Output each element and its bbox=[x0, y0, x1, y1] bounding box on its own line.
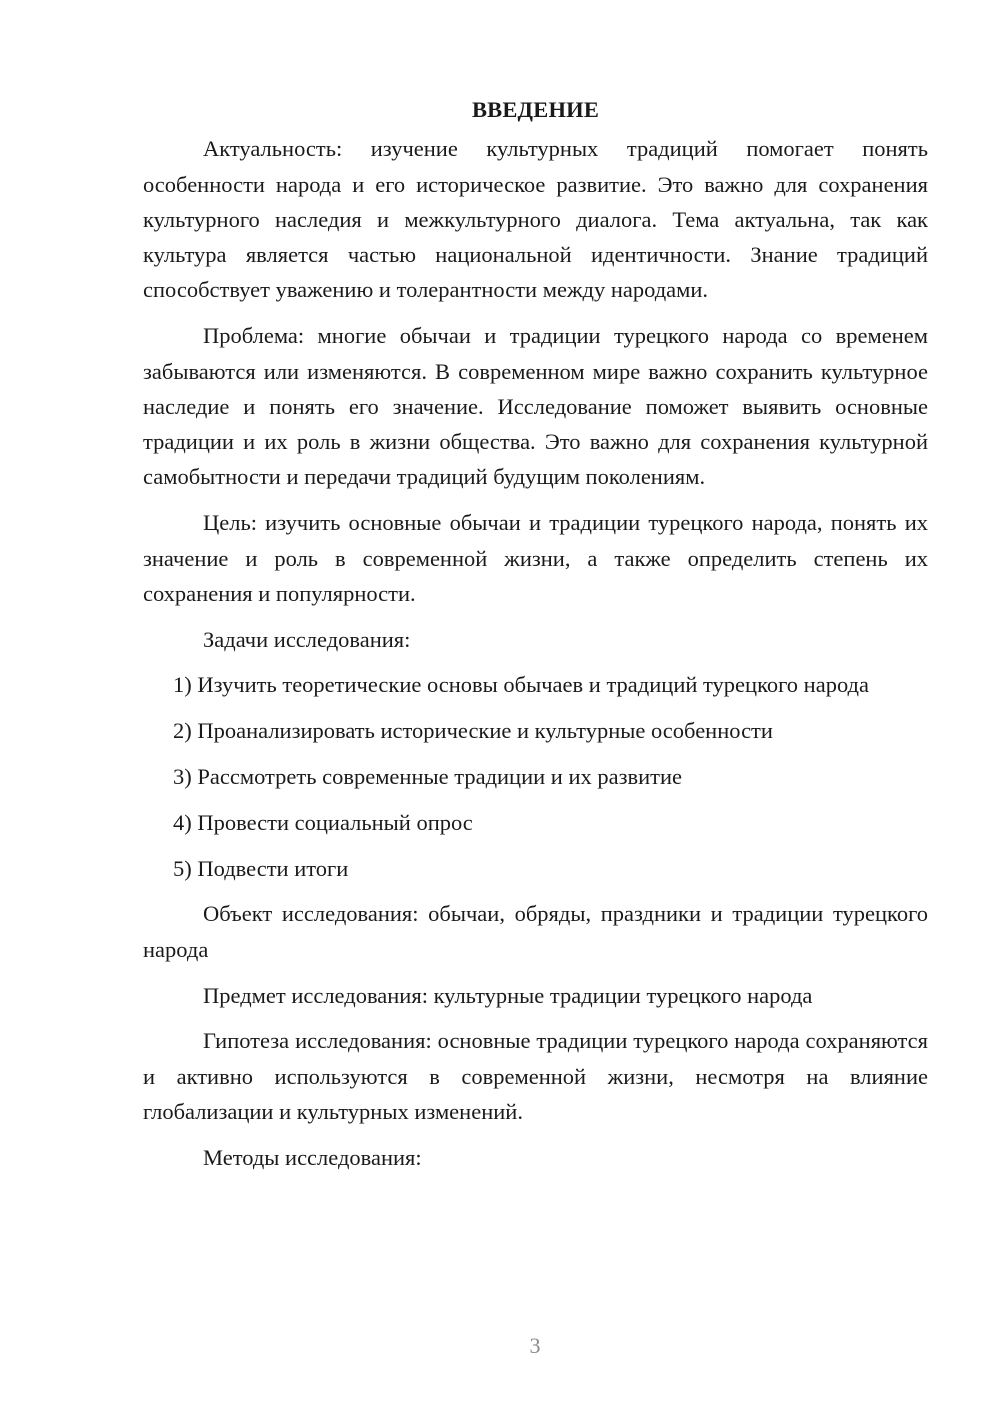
document-page bbox=[143, 92, 928, 1186]
paragraph-problem: Проблема: многие обычаи и традиции турецкого народа со временем забываются или изменяются. В современном мире важно сохранить культурное наследие и понять его значение. Исследование поможет выявить основные традиции и их роль в жизни общества. Это важно для сохранения культурной самобытности и передачи традиций будущим поколениям. bbox=[143, 323, 928, 490]
tasks-heading: Задачи исследования: bbox=[203, 626, 411, 652]
task-item-1: 1) Изучить теоретические основы обычаев и традиций турецкого народа bbox=[173, 672, 869, 698]
task-item-3: 3) Рассмотреть современные традиции и их развитие bbox=[173, 764, 683, 790]
paragraph-goal: Цель: изучить основные обычаи и традиции турецкого народа, понять их значение и роль в современной жизни, а также определить степень их сохранения и популярности. bbox=[143, 510, 928, 606]
task-item-4: 4) Провести социальный опрос bbox=[173, 809, 473, 835]
page-number: 3 bbox=[529, 1333, 541, 1358]
paragraph-hypothesis: Гипотеза исследования: основные традиции турецкого народа сохраняются и активно используются в современной жизни, несмотря на влияние глобализации и культурных изменений. bbox=[143, 1028, 928, 1124]
task-item-2: 2) Проанализировать исторические и культурные особенности bbox=[173, 718, 773, 744]
paragraph-methods: Методы исследования: bbox=[203, 1144, 422, 1170]
section-title: ВВЕДЕНИЕ bbox=[471, 97, 600, 122]
task-item-5: 5) Подвести итоги bbox=[173, 855, 349, 881]
paragraph-relevance: Актуальность: изучение культурных традиций помогает понять особенности народа и его историческое развитие. Это важно для сохранения культурного наследия и межкультурного диалога. Тема актуальна, так как культура является частью национальной идентичности. Знание традиций способствует уважению и толерантности между народами. bbox=[143, 136, 928, 303]
paragraph-object: Объект исследования: обычаи, обряды, праздники и традиции турецкого народа bbox=[143, 901, 928, 962]
paragraph-subject: Предмет исследования: культурные традиции турецкого народа bbox=[203, 982, 813, 1008]
